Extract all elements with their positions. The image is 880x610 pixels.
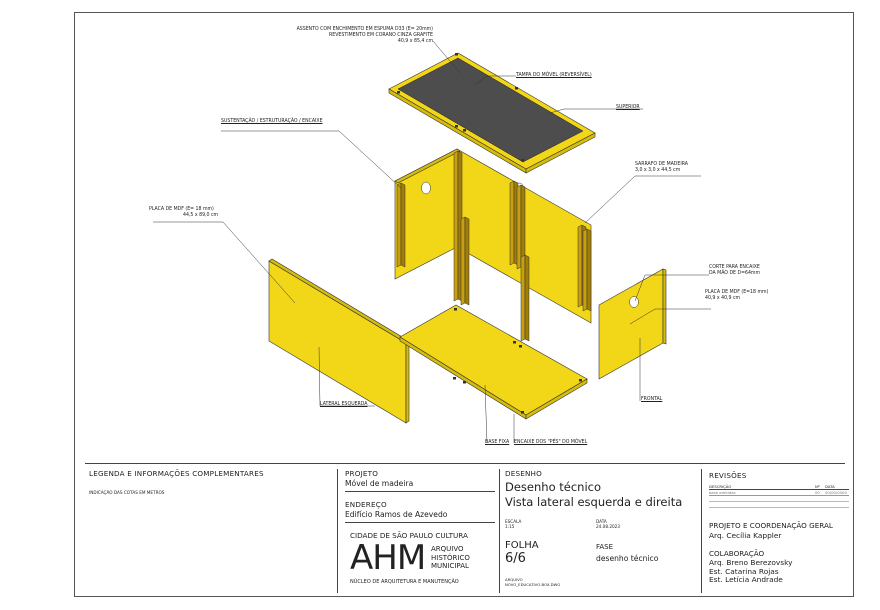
back-panel [395,149,591,323]
mdf-front-label: PLACA DE MDF (E=18 mm) 40,9 x 40,9 cm [705,289,769,302]
revisions-header: DESCRIÇÃO Nº DATA [709,484,849,490]
divider-1 [337,469,338,593]
base-panel [400,305,587,419]
project-value: Móvel de madeira [345,479,414,488]
drawing-label: DESENHO [505,469,543,478]
scale: ESCALA 1:15 [505,519,522,529]
title-block-divider [85,463,845,464]
phase-label: FASE [596,543,614,551]
address-underline [345,522,495,523]
divider-3 [701,469,702,593]
left-side-label: LATERAL ESQUERDA [320,401,368,407]
legend-note: INDICAÇÃO DAS COTAS EM METROS [89,490,165,495]
revision-row-empty [709,502,849,508]
project-label: PROJETO [345,469,379,478]
date: DATA 24.08.2023 [596,519,620,529]
address-value: Edifício Ramos de Azevedo [345,510,448,519]
support-label: SUSTENTAÇÃO / ESTRUTURAÇÃO / ENCAIXE [221,118,323,124]
divider-2 [499,469,500,593]
collaboration-title: COLABORAÇÃO [709,549,765,558]
ahm-logo: AHM [350,538,426,578]
base-label: BASE FIXA [485,439,510,445]
front-label: FRONTAL [641,396,663,402]
phase-value: desenho técnico [596,554,659,563]
revision-row: base emitidas 00 00/00/0000 [709,490,849,496]
ahm-logo-text: ARQUIVO HISTÓRICO MUNICIPAL [431,545,470,571]
mdf-left-label: PLACA DE MDF (E= 18 mm) 44,5 x 89,0 cm [149,206,219,219]
cut-label: CORTE PARA ENCAIXE DA MÃO DE D=64mm [709,264,761,277]
drawing-title-2: Vista lateral esquerda e direita [505,495,683,509]
seat-label: ASSENTO COM ENCHIMENTO EM ESPUMA D33 (E= 20mm) REVESTIMENTO EM CORANO CINZA GRAFITE 40,9 x 85,4 cm [296,26,433,45]
coordination-name: Arq. Cecília Kappler [709,531,782,540]
batten-label: SARRAFO DE MADEIRA 3,0 x 3,0 x 44,5 cm [635,161,688,174]
drawing-title-1: Desenho técnico [505,480,602,494]
collaborators: Arq. Breno Berezovsky Est. Catarina Rojas Est. Letícia Andrade [709,558,793,585]
city-culture: CIDADE DE SÃO PAULO CULTURA [350,531,468,540]
lid-panel [389,53,595,173]
nucleus-label: NÚCLEO DE ARQUITETURA E MANUTENÇÃO [350,579,459,585]
exploded-isometric-drawing [75,13,855,463]
project-underline [345,491,495,492]
coordination-title: PROJETO E COORDENAÇÃO GERAL [709,521,833,530]
revisions-table [709,484,849,508]
sheet-value: 6/6 [505,551,526,566]
file-info: ARQUIVO NOVO_EDUCATIVO-BOX.DWG [505,577,561,587]
revisions-title: REVISÕES [709,471,747,480]
front-panel [599,269,666,379]
drawing-sheet [74,12,854,597]
address-label: ENDEREÇO [345,500,387,509]
feet-label: ENCAIXE DOS "PÉS" DO MÓVEL [514,439,588,445]
lid-label: TAMPA DO MÓVEL (REVERSÍVEL) [516,72,592,78]
sheet-label: FOLHA [505,540,539,551]
top-label: SUPERIOR [616,104,640,110]
left-side-panel [269,259,409,423]
legend-title: LEGENDA E INFORMAÇÕES COMPLEMENTARES [89,469,264,478]
